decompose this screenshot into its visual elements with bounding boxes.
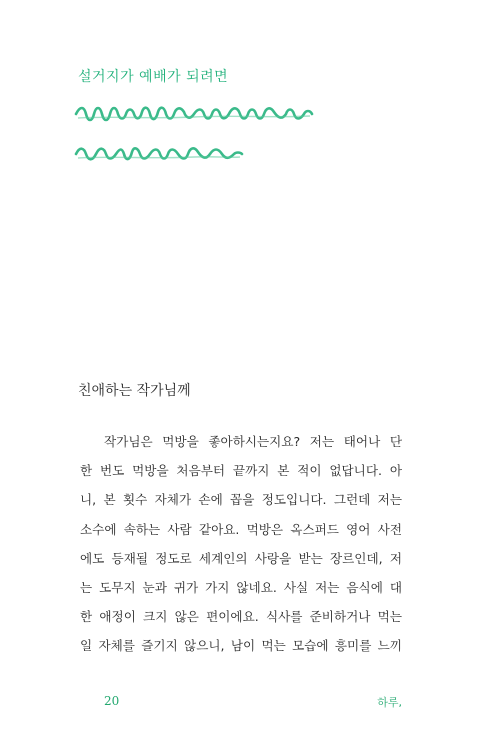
handwritten-scribble-line-1 — [74, 100, 314, 126]
body-line: 소수에 속하는 사람 같아요. 먹방은 옥스퍼드 영어 사전 — [80, 521, 402, 537]
body-line: 한 애정이 크지 않은 편이에요. 식사를 준비하거나 먹는 — [80, 609, 402, 625]
letter-salutation: 친애하는 작가님께 — [78, 383, 191, 399]
page-number: 20 — [104, 694, 120, 708]
body-line: 한 번도 먹방을 처음부터 끝까지 본 적이 없답니다. 아 — [80, 463, 402, 479]
body-line: 는 도무지 눈과 귀가 가지 않네요. 사실 저는 음식에 대 — [80, 579, 402, 595]
handwritten-scribble-line-2 — [74, 140, 244, 166]
body-line: 니, 본 횟수 자체가 손에 꼽을 정도입니다. 그런데 저는 — [80, 492, 402, 508]
body-line: 작가님은 먹방을 좋아하시는지요? 저는 태어나 단 — [104, 434, 402, 449]
body-line: 에도 등재될 정도로 세계인의 사랑을 받는 장르인데, 저 — [80, 550, 402, 566]
body-line: 일 자체를 즐기지 않으니, 남이 먹는 모습에 흥미를 느끼 — [80, 638, 402, 654]
running-head: 하루, — [377, 696, 402, 709]
chapter-title: 설거지가 예배가 되려면 — [78, 69, 229, 85]
letter-body — [80, 432, 402, 666]
